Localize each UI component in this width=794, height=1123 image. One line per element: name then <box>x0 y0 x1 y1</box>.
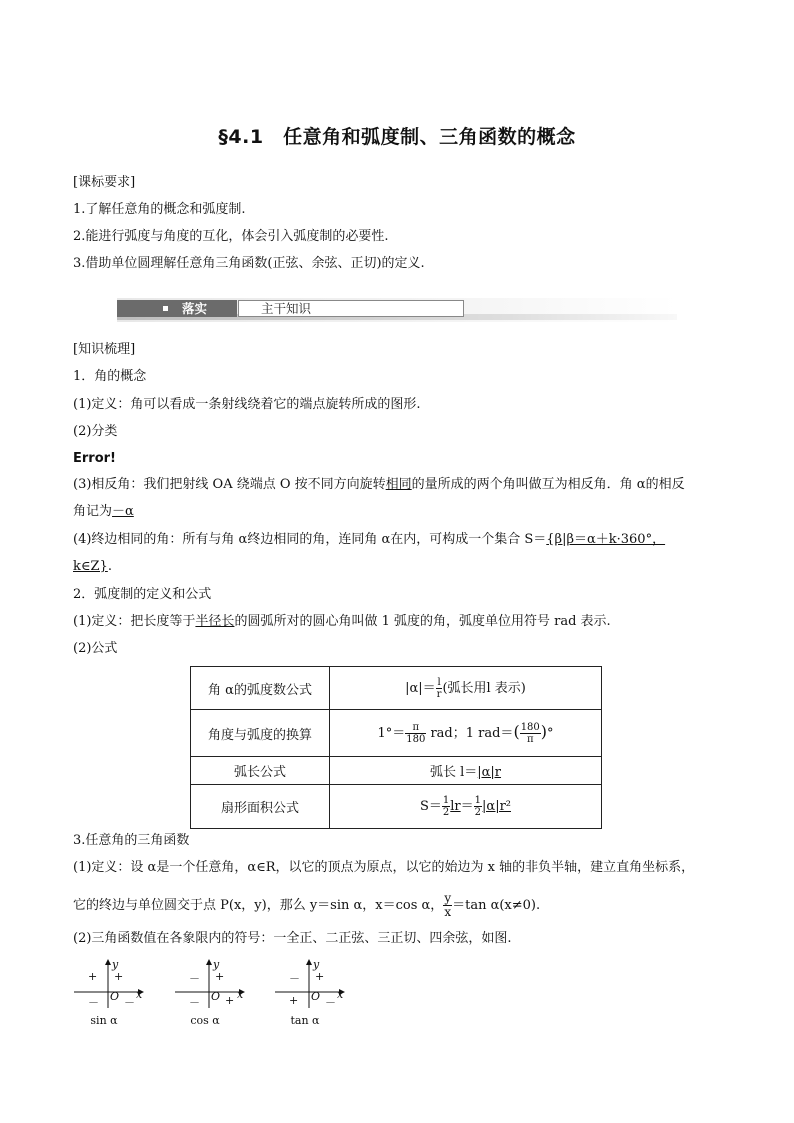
fraction-pi-over-180 <box>405 722 426 745</box>
radian-definition <box>73 613 611 631</box>
formula-heading: (2)公式 <box>73 641 118 656</box>
origin-label: O <box>110 990 120 1003</box>
conversion-text-b: rad；1 rad＝ <box>426 725 514 741</box>
table-cell-formula <box>330 667 602 710</box>
diagram-caption: sin α <box>90 1014 118 1027</box>
fraction-numerator: 1 <box>442 795 450 806</box>
banner-dark-label: 落实 <box>182 301 208 316</box>
section-1-title: 1．角的概念 <box>73 369 147 384</box>
table-cell-formula <box>330 710 602 757</box>
y-axis-label: y <box>213 958 220 971</box>
trig-def-text-a: 它的终边与单位圆交于点 P(x，y)，那么 y＝sin α，x＝cos α， <box>73 898 444 913</box>
coterminal-set-a: {β|β＝α＋k·360°， <box>546 532 666 547</box>
page-title: §4.1 任意角和弧度制、三角函数的概念 <box>218 126 576 148</box>
quadrant-4-sign: + <box>225 994 235 1007</box>
quadrant-4-sign: － <box>124 996 135 1009</box>
origin-label: O <box>211 990 221 1003</box>
requirements-heading: [课标要求] <box>73 175 136 190</box>
table-cell-label: 扇形面积公式 <box>191 785 330 829</box>
requirement-item-3: 3.借助单位圆理解任意角三角函数(正弦、余弦、正切)的定义. <box>73 256 425 271</box>
quadrant-1-sign: + <box>215 970 225 983</box>
opposite-angle-text-b: 的量所成的两个角叫做互为相反角．角 α的相反 <box>411 477 685 492</box>
conversion-text-a: 1°＝ <box>377 725 406 741</box>
coterminal-set-b: k∈Z} <box>73 559 108 574</box>
opposite-angle-line-2 <box>73 503 134 521</box>
fraction-numerator: l <box>437 676 441 688</box>
quadrant-2-sign: + <box>88 970 98 983</box>
cos-sign-diagram <box>173 958 253 1030</box>
table-cell-label: 弧长公式 <box>191 757 330 785</box>
sector-area-answer-2: |α|r² <box>482 799 511 814</box>
degree-symbol: ° <box>547 725 554 741</box>
y-axis-label: y <box>313 958 320 971</box>
opposite-angle-text-c: 角记为 <box>73 504 113 519</box>
coterminal-line-1 <box>73 531 665 549</box>
table-row <box>191 785 602 829</box>
fraction-y-over-x <box>443 892 452 919</box>
formula-table <box>190 666 602 829</box>
quadrant-2-sign: － <box>289 972 300 985</box>
angle-classification: (2)分类 <box>73 424 118 439</box>
fraction-numerator: 180 <box>520 721 540 733</box>
quadrant-1-sign: + <box>114 970 124 983</box>
arc-length-answer: |α|r <box>477 765 502 780</box>
opposite-angle-answer: 相同 <box>385 477 412 492</box>
quadrant-1-sign: + <box>315 970 325 983</box>
trig-definition-line-2 <box>73 892 540 919</box>
table-row <box>191 710 602 757</box>
fraction-one-half <box>442 795 450 818</box>
fraction-180-over-pi <box>520 722 541 745</box>
radian-def-text-a: (1)定义：把长度等于 <box>73 614 196 629</box>
y-axis-label: y <box>112 958 119 971</box>
fraction-denominator: 180 <box>406 733 426 745</box>
opposite-angle-text-a: (3)相反角：我们把射线 OA 绕端点 O 按不同方向旋转 <box>73 477 386 492</box>
paren-left: ( <box>513 721 520 741</box>
opposite-angle-line-1 <box>73 476 685 494</box>
table-cell-label: 角度与弧度的换算 <box>191 710 330 757</box>
radian-def-answer: 半径长 <box>195 614 235 629</box>
fraction-numerator: 1 <box>474 795 482 806</box>
diagram-caption: cos α <box>190 1014 220 1027</box>
fraction-denominator: 2 <box>442 807 450 818</box>
requirement-item-1: 1.了解任意角的概念和弧度制. <box>73 202 246 217</box>
equals-sign: ＝ <box>460 799 474 814</box>
origin-label: O <box>311 990 321 1003</box>
radian-formula-note: (弧长用l 表示) <box>442 680 526 696</box>
radian-def-text-b: 的圆弧所对的圆心角叫做 1 弧度的角，弧度单位用符号 rad 表示. <box>234 614 611 629</box>
fraction-denominator: π <box>526 733 534 745</box>
section-3-title: 3.任意角的三角函数 <box>73 833 190 848</box>
x-axis-label: x <box>237 988 244 1001</box>
banner-dark-tab <box>117 300 237 317</box>
quadrant-3-sign: + <box>289 994 299 1007</box>
fraction-numerator: y <box>444 891 452 905</box>
x-axis-label: x <box>136 988 143 1001</box>
sector-area-answer-1: lr <box>450 799 461 814</box>
fraction-numerator: π <box>405 722 426 734</box>
section-banner <box>117 298 677 322</box>
coterminal-text-b: . <box>107 559 112 574</box>
sin-sign-diagram <box>72 958 152 1030</box>
table-cell-formula <box>330 757 602 785</box>
requirement-item-2: 2.能进行弧度与角度的互化，体会引入弧度制的必要性. <box>73 229 389 244</box>
error-text: Error! <box>73 451 116 466</box>
fraction-denominator: 2 <box>474 807 482 818</box>
trig-definition-line-1: (1)定义：设 α是一个任意角，α∈R，以它的顶点为原点，以它的始边为 x 轴的非负半轴，建立直角坐标系， <box>73 860 695 875</box>
angle-definition: (1)定义：角可以看成一条射线绕着它的端点旋转所成的图形. <box>73 397 421 412</box>
paren-right: ) <box>540 721 548 741</box>
table-cell-label: 角 α的弧度数公式 <box>191 667 330 710</box>
quadrant-3-sign: － <box>88 996 99 1009</box>
trig-def-text-b: ＝tan α(x≠0). <box>452 898 541 913</box>
table-row <box>191 757 602 785</box>
square-bullet-icon <box>163 306 168 311</box>
opposite-angle-notation: －α <box>112 504 134 519</box>
fraction-denominator: r <box>436 688 442 700</box>
quadrant-3-sign: － <box>189 996 200 1009</box>
fraction-denominator: x <box>444 905 452 919</box>
fraction-one-half <box>474 795 482 818</box>
tan-sign-diagram <box>273 958 353 1030</box>
quadrant-4-sign: － <box>325 996 336 1009</box>
x-axis-label: x <box>337 988 344 1001</box>
knowledge-heading: [知识梳理] <box>73 342 136 357</box>
table-cell-formula <box>330 785 602 829</box>
arc-length-text: 弧长 l＝ <box>429 765 478 780</box>
coterminal-text-a: (4)终边相同的角：所有与角 α终边相同的角，连同角 α在内，可构成一个集合 S＝ <box>73 532 547 547</box>
radian-formula-text: |α|＝ <box>405 680 436 696</box>
quadrant-2-sign: － <box>189 972 200 985</box>
table-row <box>191 667 602 710</box>
coterminal-line-2 <box>73 558 112 576</box>
sector-area-text: S＝ <box>419 799 442 814</box>
quadrant-signs-text: (2)三角函数值在各象限内的符号：一全正、二正弦、三正切、四余弦，如图. <box>73 931 512 946</box>
banner-light-tab: 主干知识 <box>238 300 464 317</box>
section-2-title: 2．弧度制的定义和公式 <box>73 587 212 602</box>
diagram-caption: tan α <box>290 1014 320 1027</box>
